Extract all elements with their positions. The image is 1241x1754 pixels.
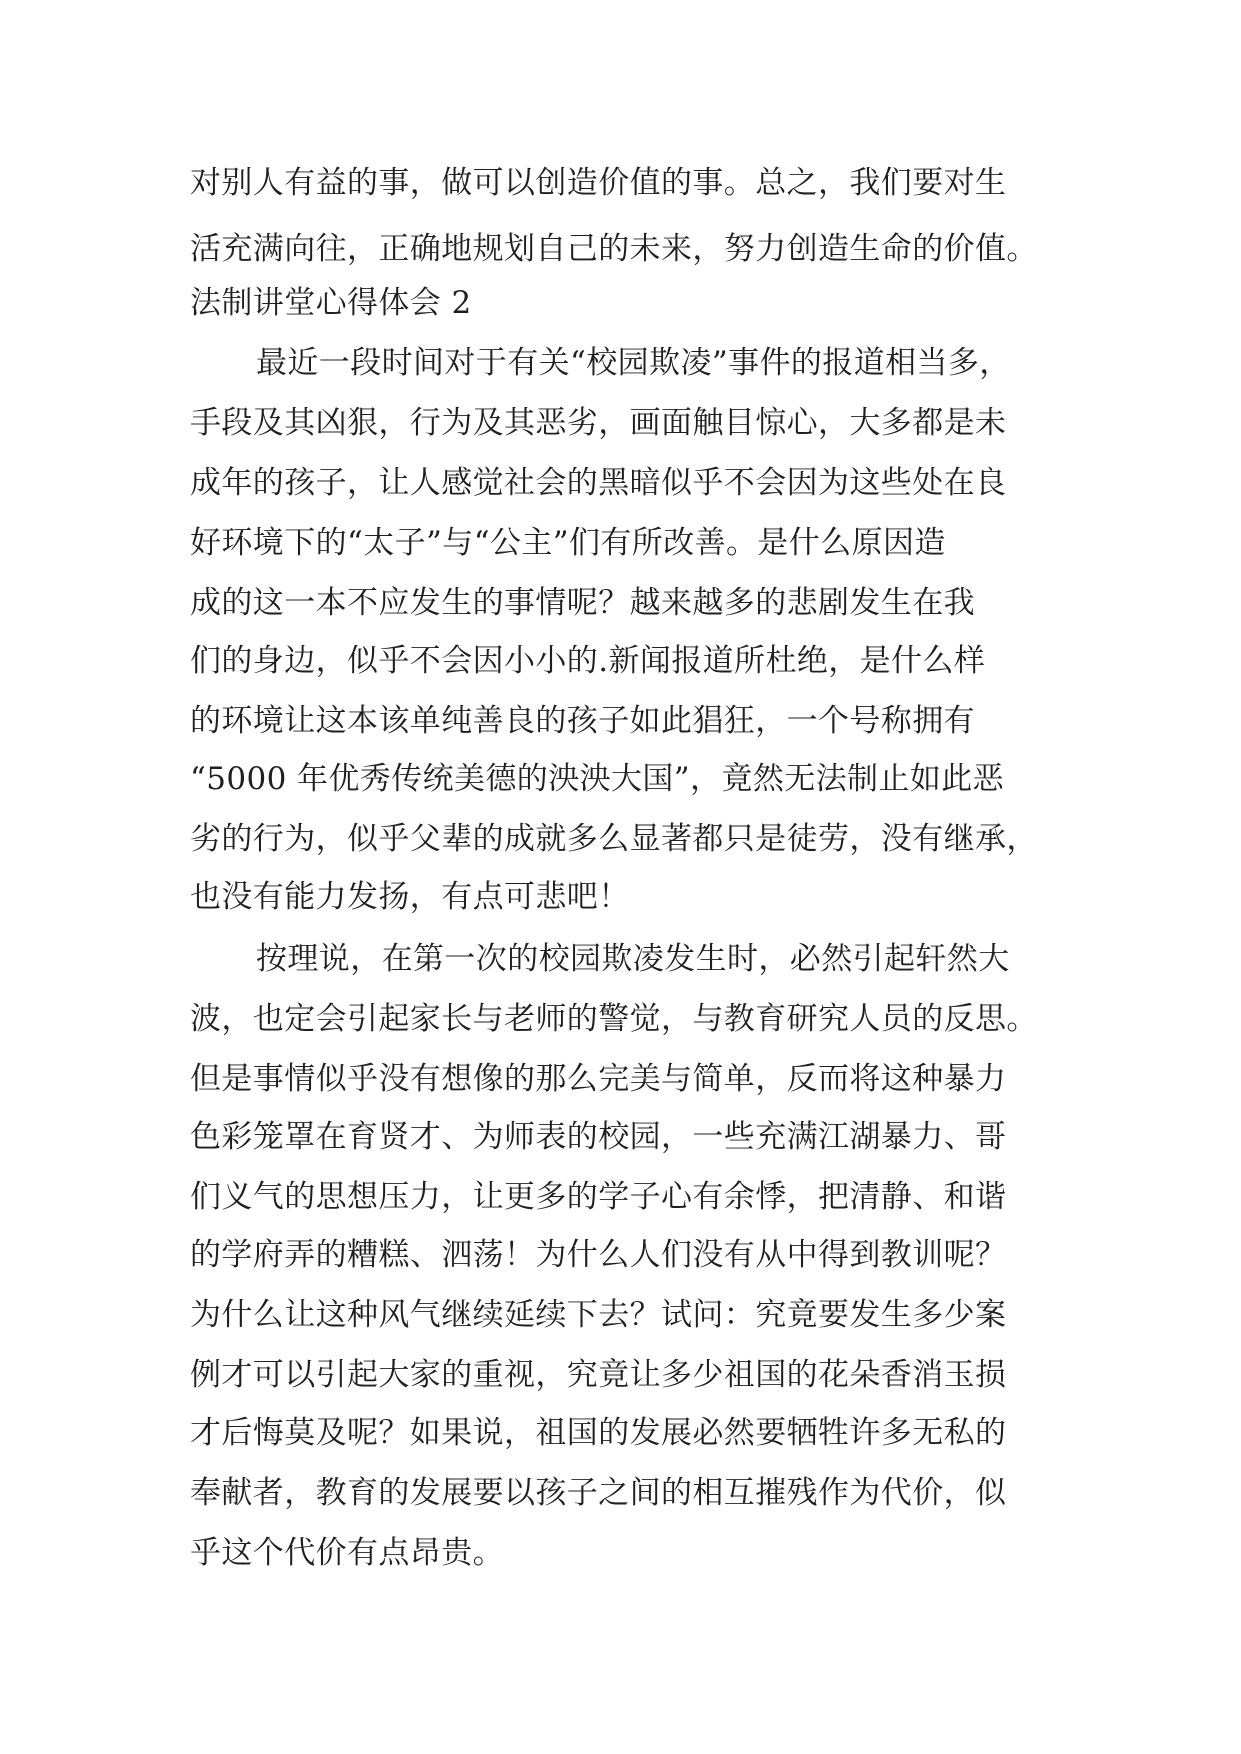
paragraph-2-line-2: 波，也定会引起家长与老师的警觉，与教育研究人员的反思。 xyxy=(190,1001,1038,1037)
paragraph-2-line-1: 按理说，在第一次的校园欺凌发生时，必然引起轩然大 xyxy=(256,941,1010,977)
paragraph-1-line-8: “5000 年优秀传统美德的泱泱大国”，竟然无法制止如此恶 xyxy=(190,761,1005,797)
paragraph-2-line-4: 色彩笼罩在育贤才、为师表的校园，一些充满江湖暴力、哥 xyxy=(190,1119,1007,1155)
paragraph-2-line-9: 才后悔莫及呢？如果说，祖国的发展必然要牺牲许多无私的 xyxy=(190,1415,1007,1451)
paragraph-1-line-9: 劣的行为，似乎父辈的成就多么显著都只是徒劳，没有继承， xyxy=(190,821,1038,857)
paragraph-2-line-7: 为什么让这种风气继续延续下去？试问：究竟要发生多少案 xyxy=(190,1297,1007,1333)
paragraph-2-line-10: 奉献者，教育的发展要以孩子之间的相互摧残作为代价，似 xyxy=(190,1475,1007,1511)
paragraph-1-line-3: 成年的孩子，让人感觉社会的黑暗似乎不会因为这些处在良 xyxy=(190,465,1007,501)
section-heading: 法制讲堂心得体会 2 xyxy=(190,285,472,321)
text-line-1: 对别人有益的事，做可以创造价值的事。总之，我们要对生 xyxy=(190,165,1007,201)
paragraph-2-line-6: 的学府弄的糟糕、泗荡！为什么人们没有从中得到教训呢？ xyxy=(190,1237,1007,1273)
paragraph-1-line-2: 手段及其凶狠，行为及其恶劣，画面触目惊心，大多都是未 xyxy=(190,405,1007,441)
paragraph-1-line-10: 也没有能力发扬，有点可悲吧！ xyxy=(190,879,630,915)
paragraph-2-line-8: 例才可以引起大家的重视，究竟让多少祖国的花朵香消玉损 xyxy=(190,1357,1007,1393)
text-line-2: 活充满向往，正确地规划自己的未来，努力创造生命的价值。 xyxy=(190,231,1038,267)
paragraph-1-line-4: 好环境下的“太子”与“公主”们有所改善。是什么原因造 xyxy=(190,525,946,561)
paragraph-1-line-7: 的环境让这本该单纯善良的孩子如此猖狂，一个号称拥有 xyxy=(190,703,975,739)
paragraph-1-line-5: 成的这一本不应发生的事情呢？越来越多的悲剧发生在我 xyxy=(190,585,975,621)
paragraph-2-line-11: 乎这个代价有点昂贵。 xyxy=(190,1535,504,1571)
paragraph-2-line-5: 们义气的思想压力，让更多的学子心有余悸，把清静、和谐 xyxy=(190,1179,1007,1215)
paragraph-2-line-3: 但是事情似乎没有想像的那么完美与简单，反而将这种暴力 xyxy=(190,1061,1007,1097)
paragraph-1-line-1: 最近一段时间对于有关“校园欺凌”事件的报道相当多， xyxy=(256,345,1011,381)
paragraph-1-line-6: 们的身边，似乎不会因小小的.新闻报道所杜绝，是什么样 xyxy=(190,643,986,679)
